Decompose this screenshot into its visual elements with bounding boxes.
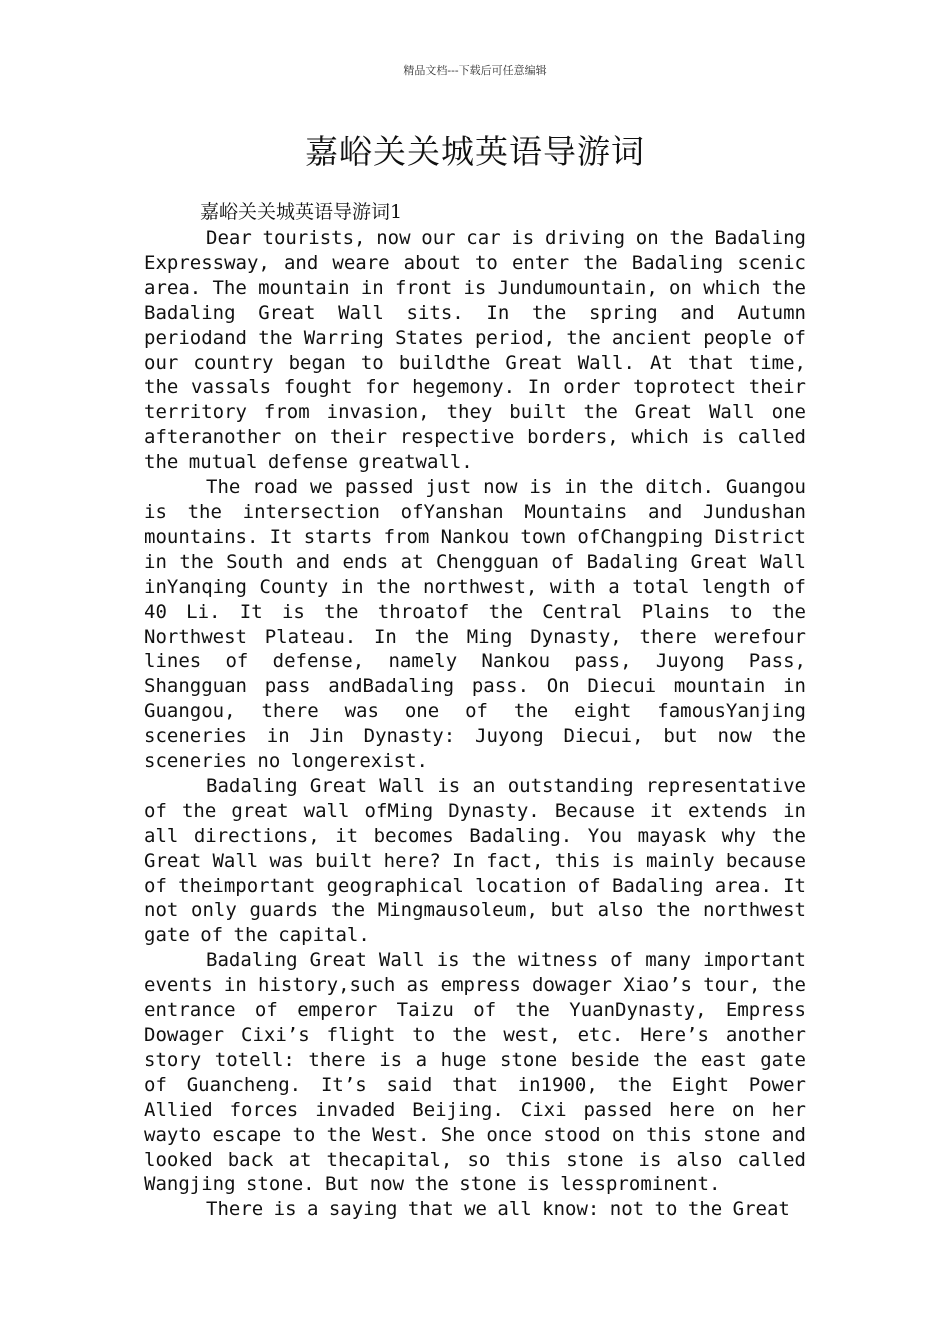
- paragraph-5: There is a saying that we all know: not to the Great: [206, 1198, 790, 1221]
- page-title: 嘉峪关关城英语导游词: [305, 132, 645, 171]
- paragraph-1: Dear tourists, now our car is driving on the Badaling Expressway, and weare about to enter the Badaling scenic area. The mountain in front is Jundumountain, on which the Badaling Great Wall sits. In the spring and Autumn periodand the Warring States period, the ancient people of our country began to buildthe Great Wall. At that time, the vassals fought for hegemony. In order toprotect their territory from invasion, they built the Great Wall one afteranother on their respective borders, which is called the mutual defense greatwall.: [144, 227, 806, 474]
- document-body: [144, 199, 806, 1222]
- paragraph-4: Badaling Great Wall is the witness of many important events in history,such as empress dowager Xiao’s tour, the entrance of emperor Taizu of the YuanDynasty, Empress Dowager Cixi’s flight to the west, etc. Here’s another story totell: there is a huge stone beside the east gate of Guancheng. It’s said that in1900, the Eight Power Allied forces invaded Beijing. Cixi passed here on her wayto escape to the West. She once stood on this stone and looked back at thecapital, so this stone is also called Wangjing stone. But now the stone is lessprominent.: [144, 949, 806, 1196]
- header-note: 精品文档---下载后可任意编辑: [403, 64, 547, 77]
- section-subtitle: 嘉峪关关城英语导游词1: [200, 201, 403, 223]
- paragraph-2: The road we passed just now is in the ditch. Guangou is the intersection ofYanshan Mountains and Jundushan mountains. It starts from Nankou town ofChangping District in the South and ends at Chengguan of Badaling Great Wall inYanqing County in the northwest, with a total length of 40 Li. It is the throatof the Central Plains to the Northwest Plateau. In the Ming Dynasty, there werefour lines of defense, namely Nankou pass, Juyong Pass, Shangguan pass andBadaling pass. On Diecui mountain in Guangou, there was one of the eight famousYanjing sceneries in Jin Dynasty: Juyong Diecui, but now the sceneries no longerexist.: [144, 476, 806, 773]
- paragraph-3: Badaling Great Wall is an outstanding representative of the great wall ofMing Dynasty. Because it extends in all directions, it becomes Badaling. You mayask why the Great Wall was built here? In fact, this is mainly because of theimportant geographical location of Badaling area. It not only guards the Mingmausoleum, but also the northwest gate of the capital.: [144, 774, 806, 947]
